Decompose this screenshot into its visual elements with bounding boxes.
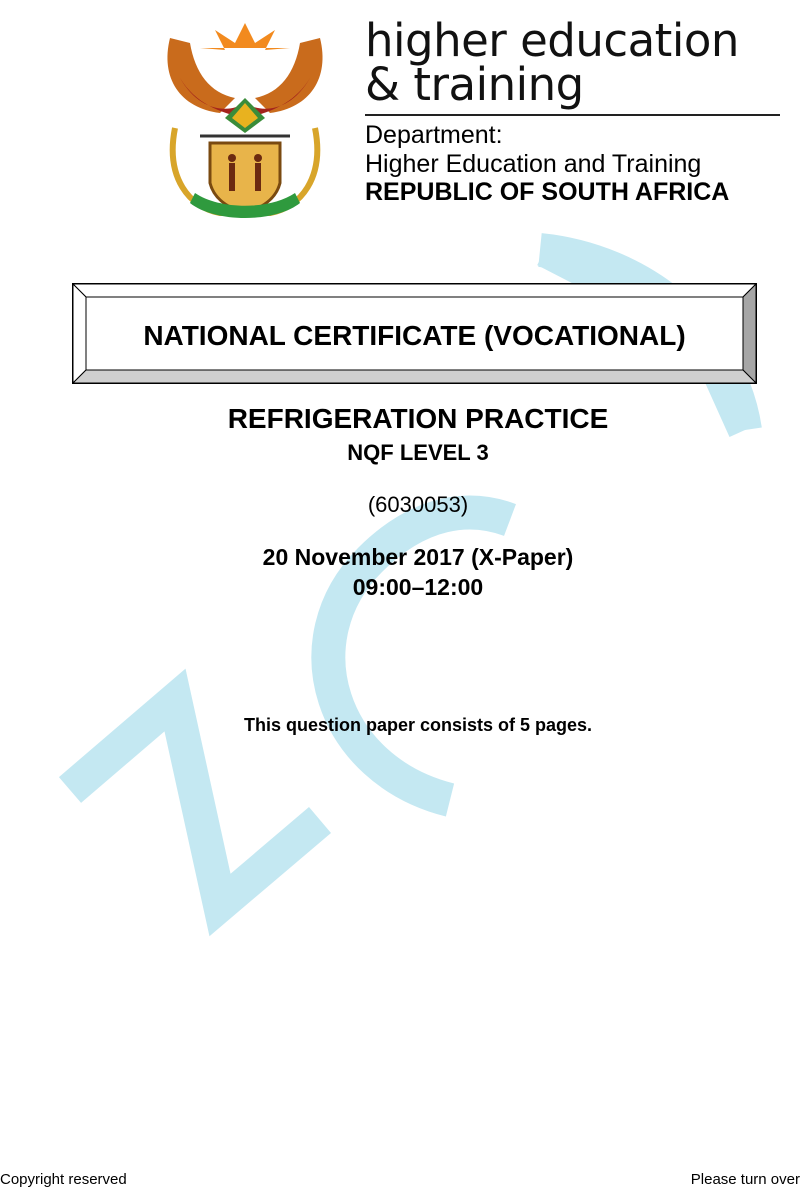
footer-turn-over: Please turn over (690, 1171, 800, 1188)
exam-date: 20 November 2017 (X-Paper) (262, 544, 574, 570)
exam-time: 09:00–12:00 (352, 574, 484, 600)
nqf-level: NQF LEVEL 3 (347, 440, 489, 465)
footer-copyright: Copyright reserved (0, 1171, 127, 1188)
subject-code: (6030053) (367, 492, 469, 517)
title-box (72, 283, 757, 384)
department-label: Department: (365, 121, 503, 149)
subject-title: REFRIGERATION PRACTICE (227, 403, 609, 434)
certificate-title: NATIONAL CERTIFICATE (VOCATIONAL) (143, 320, 686, 351)
country-name: REPUBLIC OF SOUTH AFRICA (365, 178, 730, 206)
brand-line-1: higher education (365, 14, 739, 67)
pages-note: This question paper consists of 5 pages. (243, 715, 593, 735)
brand-line-2: & training (365, 58, 584, 111)
header-rule (365, 114, 780, 116)
coat-of-arms-logo (160, 18, 330, 223)
department-name: Higher Education and Training (365, 150, 702, 178)
